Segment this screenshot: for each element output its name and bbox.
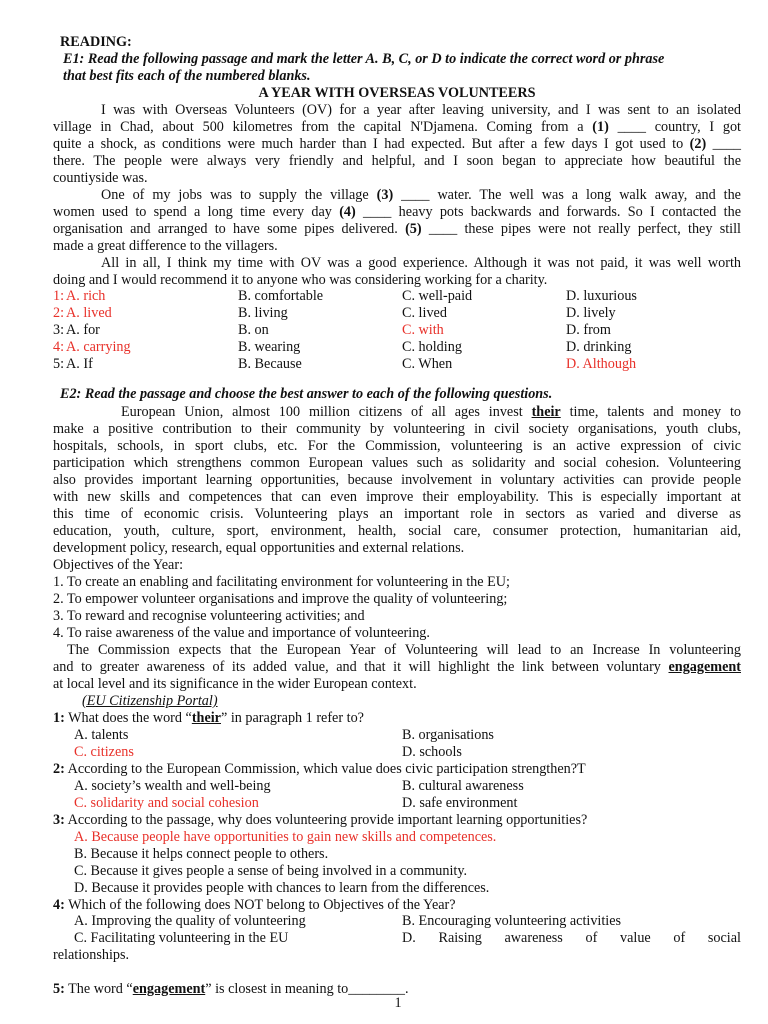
e2-passage-line: The Commission expects that the European Year of Volunteering will lead to an Increase In volunteering	[67, 642, 741, 658]
e1-option-a-correct: A. carrying	[66, 339, 131, 355]
e1-option-c: C. lived	[402, 305, 447, 321]
q1-option-a: A. talents	[74, 727, 129, 743]
question-4: 4: Which of the following does NOT belong to Objectives of the Year?	[53, 897, 456, 913]
e1-answer-number: 5:	[53, 356, 65, 372]
q3-option-d: D. Because it provides people with chances to learn from the differences.	[74, 880, 490, 896]
e2-passage-line: participation which strengthens common European values such as solidarity and social cohesion. Volunteering	[53, 455, 741, 471]
q4-option-b: B. Encouraging volunteering activities	[402, 913, 622, 929]
e1-answer-number: 2:	[53, 305, 65, 321]
question-2: 2: According to the European Commission, which value does civic participation strengthen?T	[53, 761, 586, 777]
e1-option-d: D. lively	[566, 305, 616, 321]
e1-instruction-cont: that best fits each of the numbered blanks.	[63, 68, 311, 84]
e1-answer-number: 4:	[53, 339, 65, 355]
e1-option-a: A. If	[66, 356, 93, 372]
passage1-line: there. The people were always very friendly and helpful, and I soon began to appreciate how beautiful the	[53, 153, 741, 169]
q2-option-c-correct: C. solidarity and social cohesion	[74, 795, 259, 811]
e2-instruction: E2: Read the passage and choose the best answer to each of the following questions.	[60, 386, 553, 402]
word-engagement: engagement	[668, 659, 741, 675]
e1-option-c: C. well-paid	[402, 288, 473, 304]
e2-passage-line: also provides important learning opportunities, because involvement in voluntary activities can provide people	[53, 472, 741, 488]
e1-option-b: B. wearing	[238, 339, 301, 355]
q4-option-d: D. Raising awareness of value of social	[402, 930, 741, 946]
passage1-line: I was with Overseas Volunteers (OV) for a year after leaving university, and I was sent to an isolated	[101, 102, 741, 118]
question-1: 1: What does the word “their” in paragraph 1 refer to?	[53, 710, 364, 726]
q4-option-d-cont: relationships.	[53, 947, 130, 963]
e2-passage-line: with new skills and competences that can even improve their employability. This is especially important at	[53, 489, 741, 505]
e1-option-a-correct: A. lived	[66, 305, 112, 321]
q3-option-b: B. Because it helps connect people to others.	[74, 846, 329, 862]
e1-option-d: D. drinking	[566, 339, 632, 355]
q4-option-a: A. Improving the quality of volunteering	[74, 913, 306, 929]
q1-option-c-correct: C. citizens	[74, 744, 134, 760]
passage1-line: quite a shock, as conditions were much harder than I had expected. But after a few days I got used to (2) ____	[53, 136, 741, 152]
q4-option-c: C. Facilitating volunteering in the EU	[74, 930, 289, 946]
passage1-line: countiyside was.	[53, 170, 148, 186]
e1-option-a: A. for	[66, 322, 100, 338]
q1-option-d: D. schools	[402, 744, 462, 760]
q3-option-c: C. Because it gives people a sense of being involved in a community.	[74, 863, 468, 879]
passage1-line: All in all, I think my time with OV was a good experience. Although it was not paid, it was well worth	[101, 255, 741, 271]
e2-passage-line: this time of economic crisis. Volunteering plays an important role in sectors as varied and diverse as	[53, 506, 741, 522]
passage1-line: One of my jobs was to supply the village (3) ____ water. The well was a long walk away, and the	[101, 187, 741, 203]
e2-passage-line: hospitals, schools, in sport clubs, etc. For the Commission, volunteering is an active expression of civic	[53, 438, 741, 454]
passage1-line: doing and I would recommend it to anyone who was considering working for a charity.	[53, 272, 548, 288]
objective-item: 3. To reward and recognise volunteering activities; and	[53, 608, 365, 624]
passage1-line: village in Chad, about 500 kilometres from the capital N'Djamena. Coming from a (1) ____ country, I got	[53, 119, 741, 135]
question-3: 3: According to the passage, why does volunteering provide important learning opportunities?	[53, 812, 588, 828]
passage-title: A YEAR WITH OVERSEAS VOLUNTEERS	[258, 85, 536, 101]
e1-option-d-correct: D. Although	[566, 356, 637, 372]
q1-option-b: B. organisations	[402, 727, 494, 743]
reading-heading: READING:	[60, 34, 132, 50]
e1-option-b: B. living	[238, 305, 288, 321]
passage1-line: organisation and arranged to have some pipes delivered. (5) ____ these pipes were not really perfect, they still	[53, 221, 741, 237]
question-5: 5: The word “engagement” is closest in meaning to________.	[53, 981, 409, 997]
e1-option-d: D. luxurious	[566, 288, 637, 304]
q2-option-d: D. safe environment	[402, 795, 518, 811]
e1-option-d: D. from	[566, 322, 611, 338]
q2-option-a: A. society’s wealth and well-being	[74, 778, 271, 794]
e2-passage-line: make a positive contribution to their community by volunteering in civil society organisations, youth clubs,	[53, 421, 741, 437]
e1-answer-number: 1:	[53, 288, 65, 304]
q3-option-a-correct: A. Because people have opportunities to gain new skills and competences.	[74, 829, 497, 845]
page-number: 1	[394, 995, 402, 1011]
e1-option-b: B. Because	[238, 356, 302, 372]
e1-option-b: B. on	[238, 322, 269, 338]
e1-option-a-correct: A. rich	[66, 288, 106, 304]
e2-passage-line: at local level and its significance in the wider European context.	[53, 676, 417, 692]
objectives-title: Objectives of the Year:	[53, 557, 184, 573]
passage1-line: women used to spend a long time every day (4) ____ heavy pots backwards and forwards. So I contacted the	[53, 204, 741, 220]
e2-passage-line: education, youth, culture, sport, environment, health, social care, consumer protection, humanitarian aid,	[53, 523, 741, 539]
e2-passage-line: European Union, almost 100 million citizens of all ages invest their time, talents and money to	[121, 404, 741, 420]
objective-item: 4. To raise awareness of the value and importance of volunteering.	[53, 625, 430, 641]
word-their: their	[531, 404, 561, 420]
objective-item: 1. To create an enabling and facilitating environment for volunteering in the EU;	[53, 574, 510, 590]
e1-option-c: C. When	[402, 356, 453, 372]
q2-option-b: B. cultural awareness	[402, 778, 524, 794]
objective-item: 2. To empower volunteer organisations and improve the quality of volunteering;	[53, 591, 508, 607]
source-citation: (EU Citizenship Portal)	[82, 693, 218, 709]
e2-passage-line: development policy, research, equal opportunities and external relations.	[53, 540, 465, 556]
e1-option-b: B. comfortable	[238, 288, 324, 304]
e1-option-c: C. holding	[402, 339, 462, 355]
e1-instruction: E1: Read the following passage and mark the letter A. B, C, or D to indicate the correct word or phrase	[63, 51, 665, 67]
passage1-line: made a great difference to the villagers.	[53, 238, 278, 254]
e1-option-c-correct: C. with	[402, 322, 444, 338]
e1-answer-number: 3:	[53, 322, 65, 338]
e2-passage-line: and to greater awareness of its added value, and that it will highlight the link between voluntary engagement	[53, 659, 741, 675]
